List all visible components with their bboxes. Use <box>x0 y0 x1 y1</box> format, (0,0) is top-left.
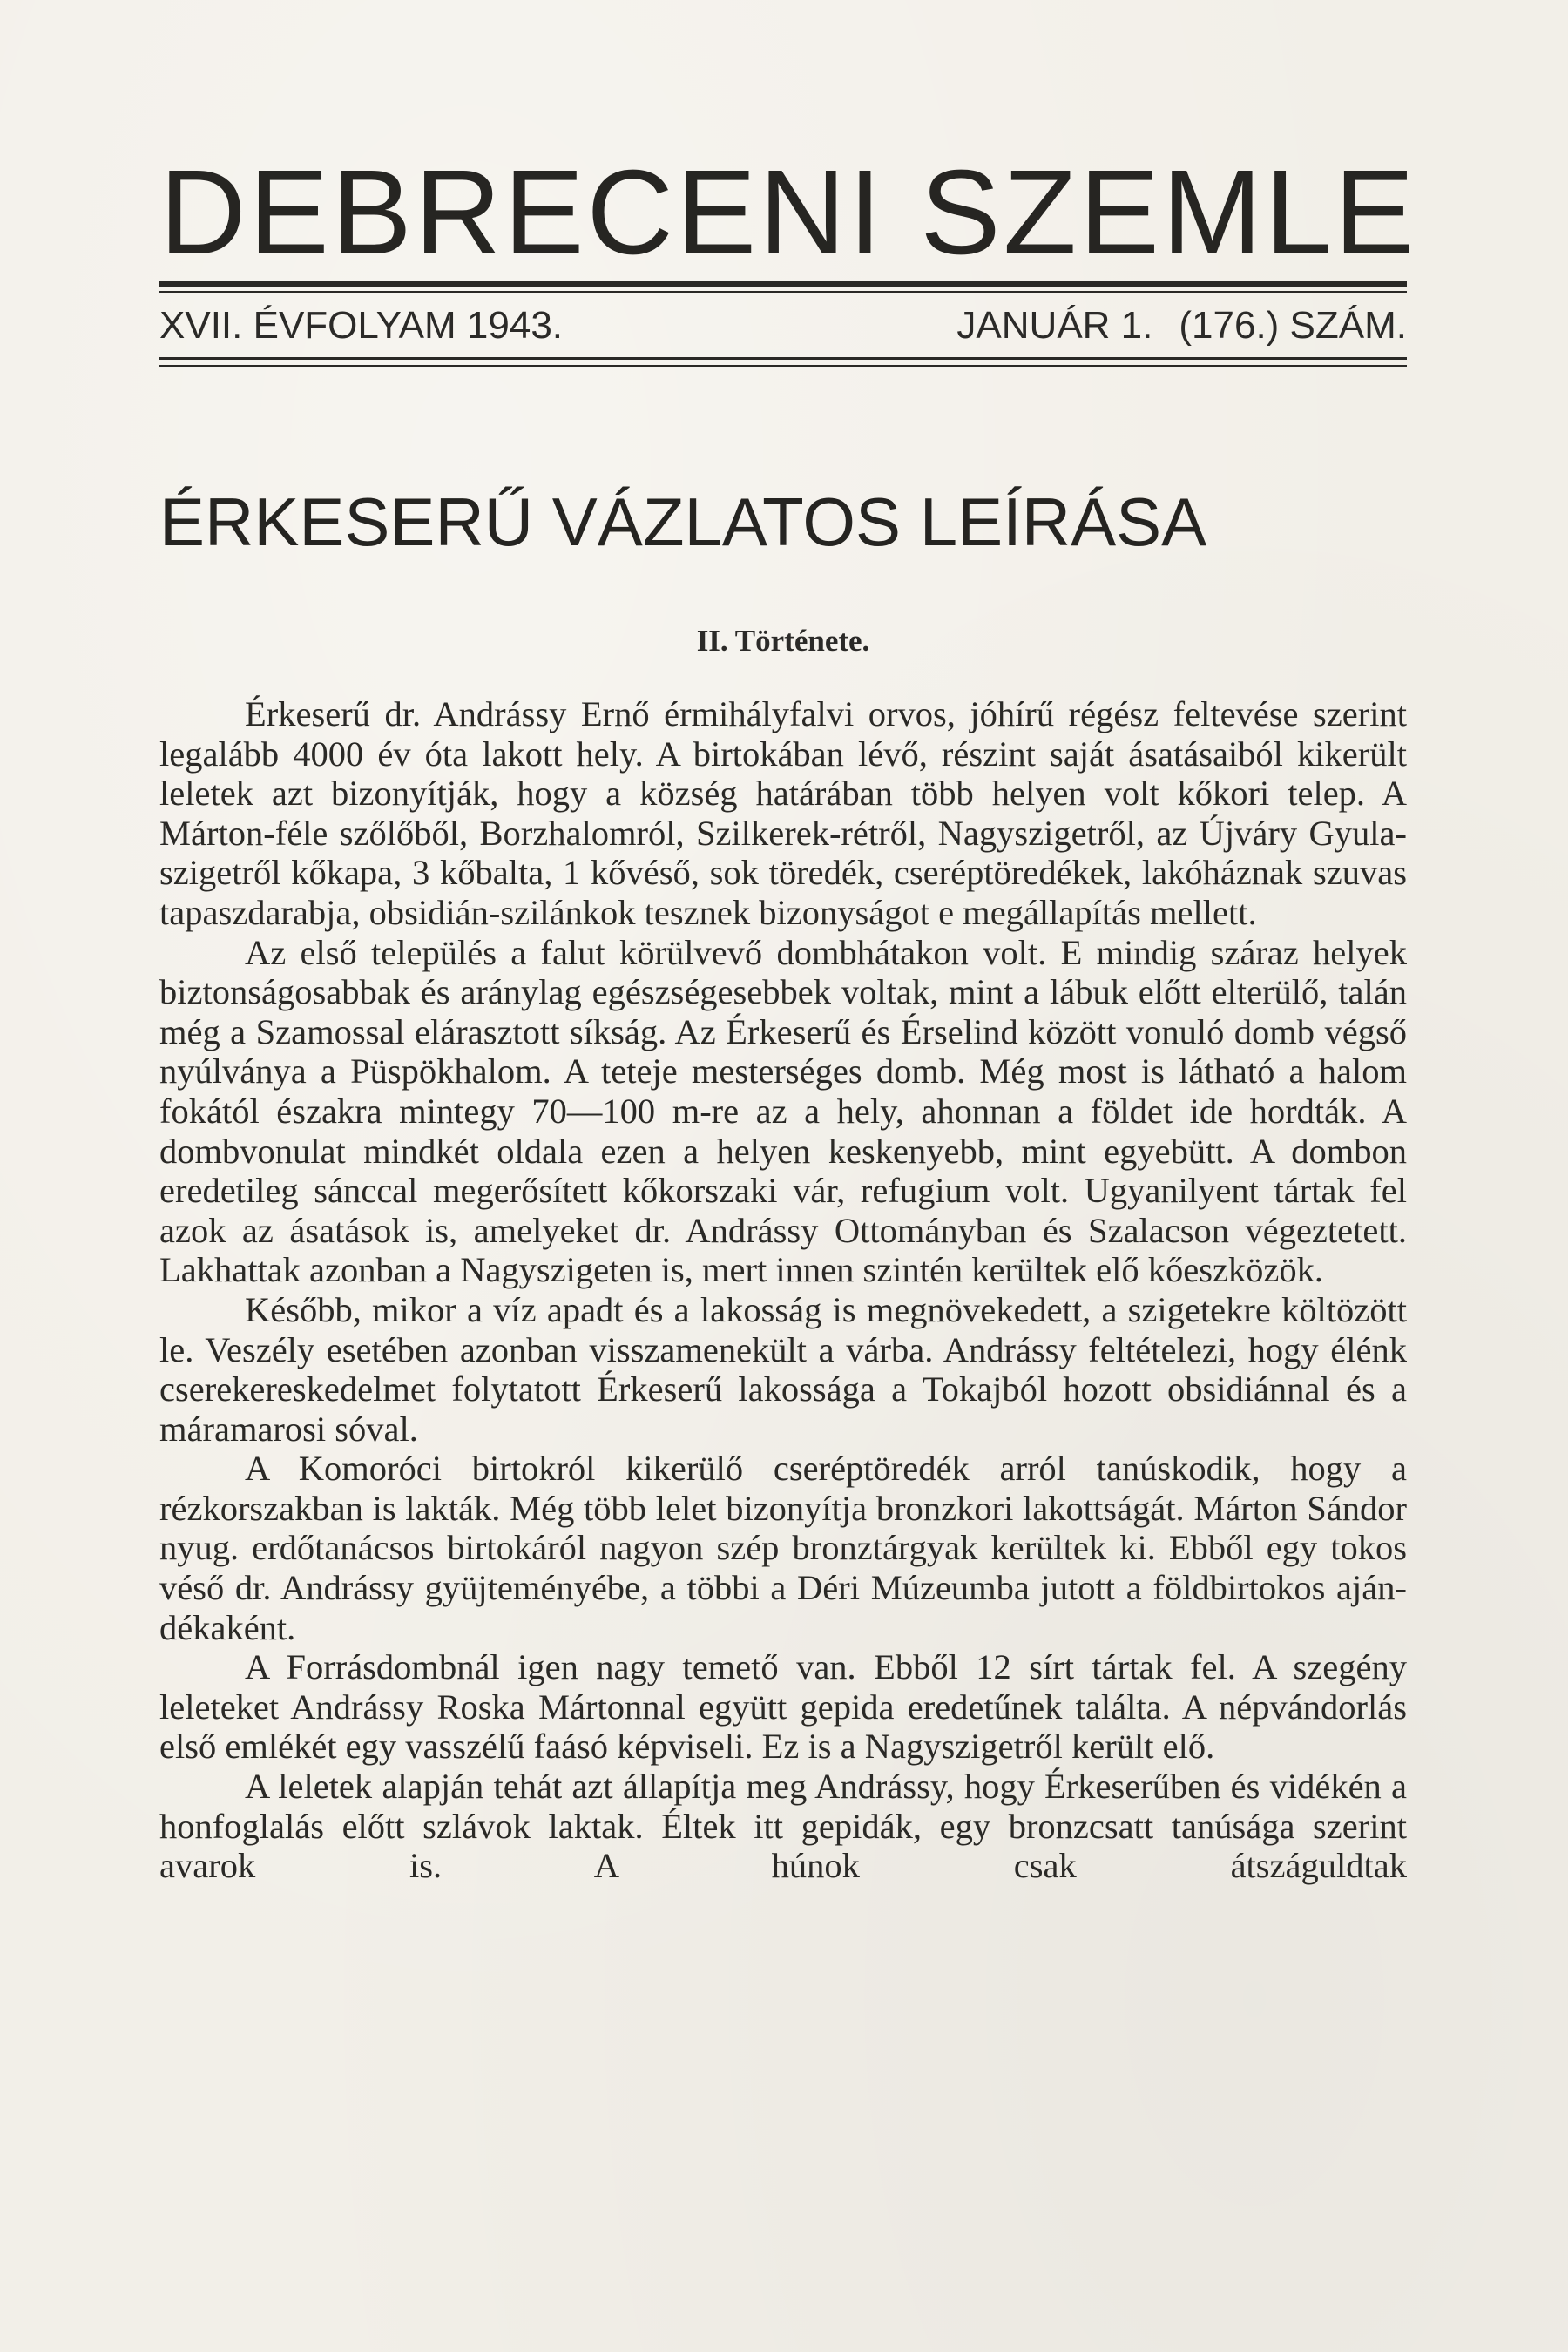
paragraph: Később, mikor a víz apadt és a lakosság is megnövekedett, a szigetekre költözött le. Veszély esetében azonban visszamenekült a várba. Andrássy feltételezi, hogy élénk cserekereskedelmet folytatott Érkeserű lakossága a Tokajból hozott obsidiánnal és a máramarosi sóval. <box>159 1289 1407 1449</box>
paragraph: Érkeserű dr. Andrássy Ernő érmihályfalvi orvos, jóhírű régész feltevése szerint legalább 4000 év óta lakott hely. A birtokában lévő, részint saját ásatásaiból kikerült leletek azt bizonyítják, hogy a község határában több helyen volt kőkori telep. A Márton-féle szőlőből, Borzhalomról, Szilkerek-rétről, Nagyszigetről, az Újváry Gyula-szigetről kőkapa, 3 kőbalta, 1 kővéső, sok töredék, cseréptöredékek, lakóháznak szuvas tapaszdarabja, obsidián-szilánkok tesznek bizonyságot e megállapítás mellett. <box>159 694 1407 932</box>
article-title: ÉRKESERŰ VÁZLATOS LEÍRÁSA <box>159 483 1207 560</box>
masthead-rule-bottom <box>159 357 1407 360</box>
article <box>159 483 1407 1886</box>
paragraph: A Forrásdombnál igen nagy temető van. Ebből 12 sírt tártak fel. A szegény leleteket Andrássy Roska Mártonnal együtt gepida eredetűnek találta. A népvándorlás első emlékét egy vasszélű faásó képviseli. Ez is a Nagyszigetről került elő. <box>159 1647 1407 1767</box>
masthead-rule-top <box>159 281 1407 287</box>
masthead-rule-top-thin <box>159 291 1407 293</box>
paragraph: A Komoróci birtokról kikerülő cseréptöredék arról tanúskodik, hogy a rézkorszakban is lakták. Még több lelet bizonyítja bronzkori lakottságát. Márton Sándor nyug. erdőtanácsos birtokáról nagyon szép bronztárgyak kerültek ki. Ebből egy tokos véső dr. Andrássy gyüjteményébe, a többi a Déri Múzeumba jutott a földbirtokos ajándékaként. <box>159 1449 1407 1647</box>
section-heading: II. Története. <box>696 624 870 658</box>
paragraph: Az első település a falut körülvevő dombhátakon volt. E mindig száraz helyek biztonságosabbak és aránylag egészségesebbek voltak, mint a lábuk előtt elterülő, talán még a Szamossal elárasztott síkság. Az Érkeserű és Érselind között vonuló domb végső nyúlványa a Püspökhalom. A teteje mesterséges domb. Még most is látható a halom fokától északra mintegy 70—100 m-re az a hely, ahonnan a földet ide hordták. A dombvonulat mindkét oldala ezen a helyen keskenyebb, mint egyebütt. A dombon eredetileg sánccal megerősített kőkorszaki vár, refugium volt. Ugyanilyent tártak fel azok az ásatások is, amelyeket dr. Andrássy Ottományban és Szalacson végeztetett. Lakhattak azonban a Nagyszigeten is, mert innen szintén kerültek elő kőeszközök. <box>159 932 1407 1290</box>
issue-date: JANUÁR 1. <box>956 304 1153 347</box>
paragraph: A leletek alapján tehát azt állapítja meg Andrássy, hogy Érkeserűben és vidékén a honfoglalás előtt szlávok laktak. Éltek itt gepidák, egy bronzcsatt tanúsága szerint avarok is. A húnok csak átszáguldtak <box>159 1767 1407 1886</box>
issue-number: (176.) SZÁM. <box>1179 304 1407 347</box>
masthead <box>159 145 1417 367</box>
masthead-rule-bottom-thin <box>159 365 1407 367</box>
article-body <box>159 694 1407 1886</box>
journal-title: DEBRECENI SZEMLE <box>159 145 1417 280</box>
issue-date-number <box>956 304 1407 347</box>
volume-year: XVII. ÉVFOLYAM 1943. <box>159 304 564 347</box>
issue-line <box>159 304 1407 347</box>
